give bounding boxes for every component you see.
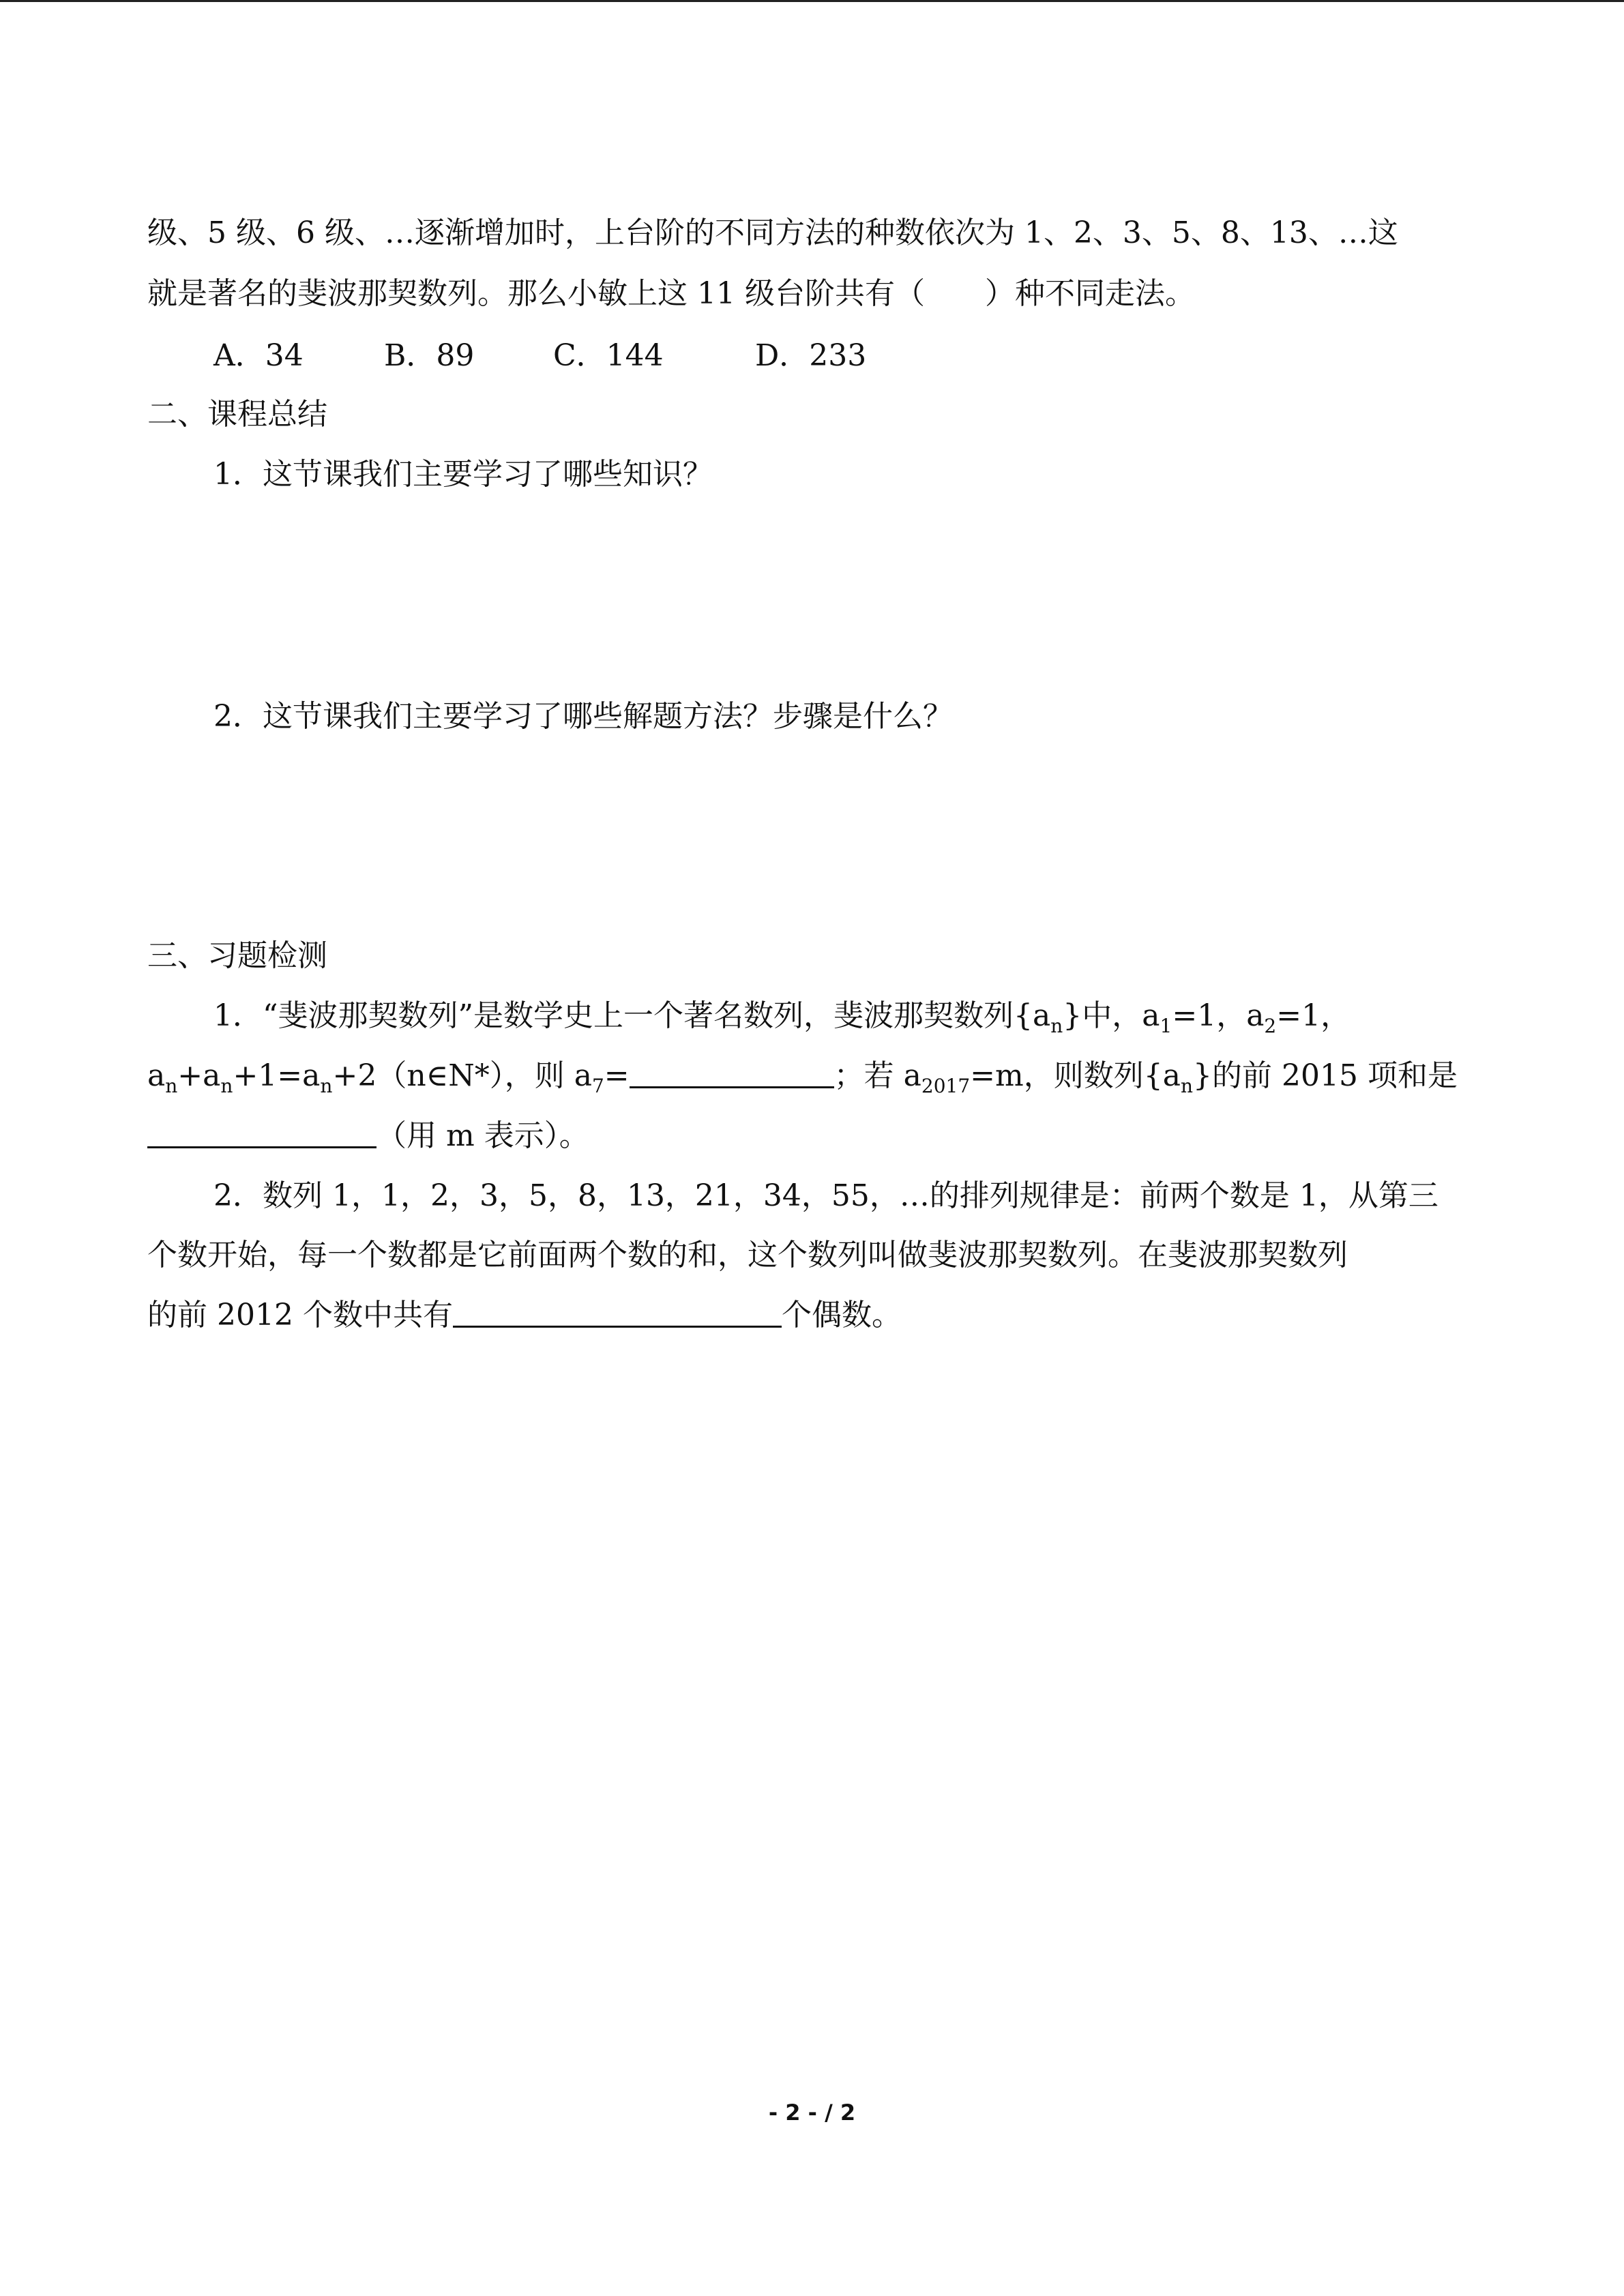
option-a: A．34 (213, 338, 304, 373)
exercise-1-text: 1．“斐波那契数列”是数学史上一个著名数列，斐波那契数列{a (213, 998, 1051, 1033)
option-b: B．89 (384, 338, 475, 373)
subscript: n (320, 1075, 333, 1097)
problem-text-line-1: 级、5 级、6 级、…逐渐增加时，上台阶的不同方法的种数依次为 1、2、3、5、8、13、…这 (147, 215, 1398, 250)
subscript: 2 (1264, 1015, 1277, 1037)
exercise-2-line-2: 个数开始，每一个数都是它前面两个数的和，这个数列叫做斐波那契数列。在斐波那契数列 (147, 1238, 1348, 1272)
exercise-1-text: =1，a (1172, 998, 1265, 1033)
exercise-1-text: }的前 2015 项和是 (1193, 1058, 1458, 1093)
exercise-1-text: +2（n∈N*），则 a (332, 1058, 592, 1093)
section-heading-summary: 二、课程总结 (147, 397, 327, 432)
exercise-1-line-3 (147, 1116, 589, 1157)
exercise-2-text: 个偶数。 (781, 1298, 902, 1332)
subscript: n (1180, 1075, 1194, 1097)
section-heading-exercises: 三、习题检测 (147, 938, 327, 973)
option-d: D．233 (755, 338, 867, 373)
answer-blank-a7[interactable] (630, 1059, 834, 1088)
exercise-1-text: +1=a (233, 1058, 321, 1093)
exercise-2-text: 的前 2012 个数中共有 (147, 1298, 453, 1332)
subscript: n (220, 1075, 233, 1097)
exercise-1-text: （用 m 表示）。 (377, 1118, 589, 1153)
exercise-1-text: =1， (1276, 998, 1351, 1033)
subscript: n (165, 1075, 178, 1097)
exercise-1-text: a (147, 1058, 166, 1093)
top-border (0, 0, 1624, 2)
subscript: 7 (591, 1075, 604, 1097)
exercise-1-text: }中，a (1063, 998, 1160, 1033)
answer-options (213, 336, 866, 376)
exercise-2-line-3 (147, 1295, 902, 1336)
exercise-1-line-2 (147, 1056, 1458, 1097)
problem-text-line-2-end: ）种不同走法。 (984, 276, 1195, 311)
exercise-1-text: ；若 a (833, 1058, 921, 1093)
subscript: 2017 (921, 1075, 971, 1097)
subscript: 1 (1160, 1015, 1172, 1037)
answer-blank-sum[interactable] (147, 1119, 377, 1148)
option-c: C．144 (553, 338, 664, 373)
summary-question-2: 2．这节课我们主要学习了哪些解题方法？步骤是什么？ (213, 699, 953, 734)
problem-text-line-2-start: 就是著名的斐波那契数列。那么小敏上这 11 级台阶共有（ (147, 276, 925, 311)
exercise-1-text: +a (177, 1058, 221, 1093)
exercise-2-line-1: 2．数列 1，1，2，3，5，8，13，21，34，55，…的排列规律是：前两个数是 1，从第三 (213, 1178, 1438, 1213)
summary-question-1: 1．这节课我们主要学习了哪些知识？ (213, 457, 713, 492)
exercise-1-line-1 (213, 996, 1350, 1037)
exercise-1-text: = (604, 1058, 630, 1093)
problem-text-line-2 (147, 273, 1195, 314)
answer-blank-even-count[interactable] (453, 1298, 782, 1328)
subscript: n (1050, 1015, 1063, 1037)
page-number: - 2 - / 2 (768, 2100, 856, 2126)
exercise-1-text: =m，则数列{a (970, 1058, 1181, 1093)
